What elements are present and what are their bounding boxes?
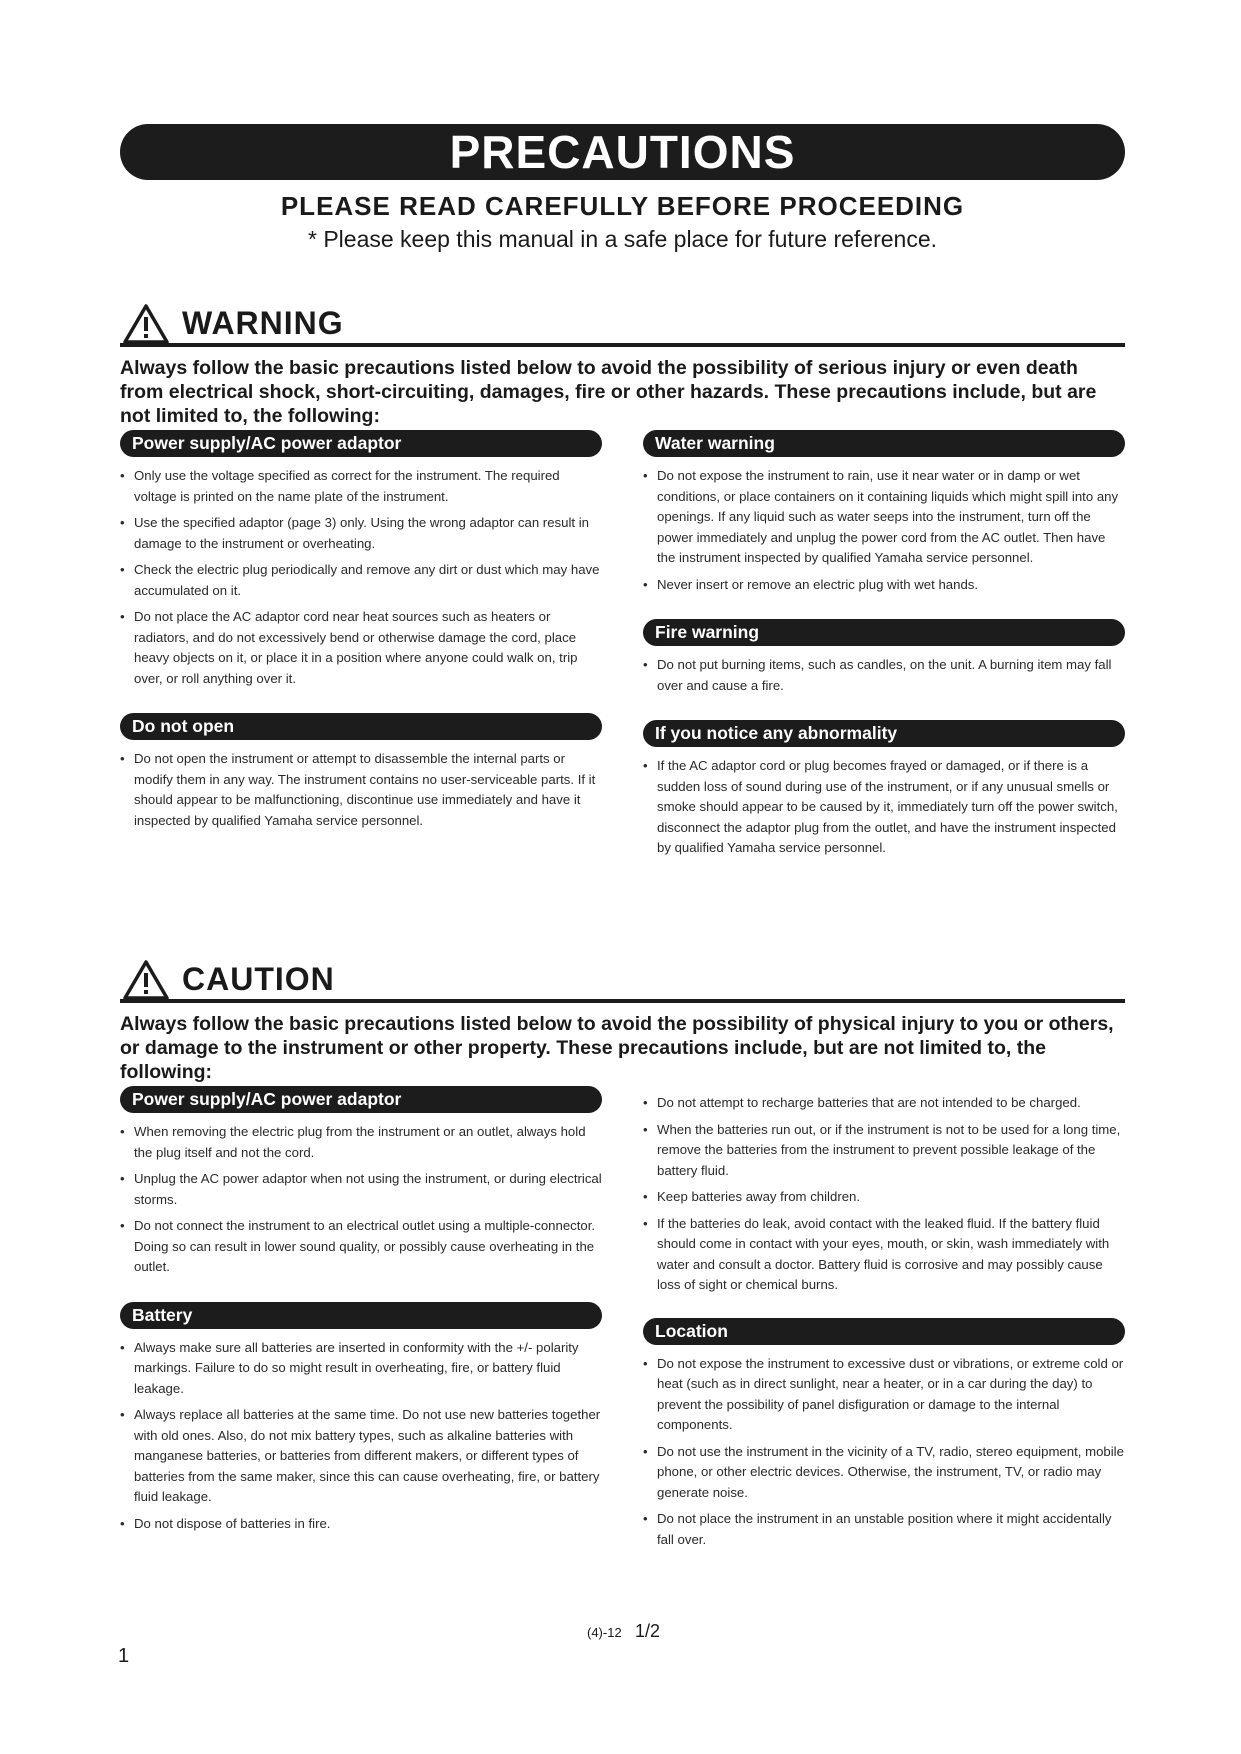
- group-power-supply-ac-power-adaptor: [120, 1086, 602, 1278]
- section-pill-heading: Water warning: [643, 430, 1125, 457]
- caution-right-column: [643, 1093, 1125, 1574]
- precaution-list: [643, 655, 1125, 696]
- warning-title: WARNING: [182, 305, 344, 341]
- precaution-list: [120, 749, 602, 831]
- precaution-item: • When removing the electric plug from the instrument or an outlet, always hold the plug itself and not the cord.: [120, 1122, 602, 1163]
- section-pill-heading: Fire warning: [643, 619, 1125, 646]
- precaution-item: • Always replace all batteries at the same time. Do not use new batteries together with old ones. Also, do not mix battery types, such as alkaline batteries with manganese batteries, or batteries from different makers, or different types of batteries from the same maker, since this can cause overheating, fire, or battery fluid leakage.: [120, 1405, 602, 1508]
- precaution-item: • Do not expose the instrument to rain, use it near water or in damp or wet conditions, or place containers on it containing liquids which might spill into any openings. If any liquid such as water seeps into the instrument, turn off the power immediately and unplug the power cord from the AC outlet. Then have the instrument inspected by qualified Yamaha service personnel.: [643, 466, 1125, 569]
- section-pill-heading: Power supply/AC power adaptor: [120, 1086, 602, 1113]
- precaution-item: • If the batteries do leak, avoid contact with the leaked fluid. If the battery fluid should come in contact with your eyes, mouth, or skin, wash immediately with water and consult a doctor. Battery fluid is corrosive and may possibly cause loss of sight or chemical burns.: [643, 1214, 1125, 1296]
- section-pill-heading: If you notice any abnormality: [643, 720, 1125, 747]
- precaution-item: • Use the specified adaptor (page 3) only. Using the wrong adaptor can result in damage to the instrument or overheating.: [120, 513, 602, 554]
- group-power-supply-ac-power-adaptor: [120, 430, 602, 689]
- precaution-item: • Do not connect the instrument to an electrical outlet using a multiple-connector. Doing so can result in lower sound quality, or possibly cause overheating in the outlet.: [120, 1216, 602, 1278]
- precaution-item: • Check the electric plug periodically and remove any dirt or dust which may have accumulated on it.: [120, 560, 602, 601]
- precaution-item: • Do not attempt to recharge batteries that are not intended to be charged.: [643, 1093, 1125, 1114]
- precaution-item: • Do not open the instrument or attempt to disassemble the internal parts or modify them in any way. The instrument contains no user-serviceable parts. If it should appear to be malfunctioning, discontinue use immediately and have it inspected by qualified Yamaha service personnel.: [120, 749, 602, 831]
- caution-title: CAUTION: [182, 961, 335, 997]
- caution-left-column: [120, 1086, 602, 1558]
- group-location: [643, 1318, 1125, 1551]
- section-pill-heading: Location: [643, 1318, 1125, 1345]
- group-battery: [120, 1302, 602, 1535]
- group-if-you-notice-any-abnormality: [643, 720, 1125, 859]
- keep-manual-note: * Please keep this manual in a safe place for future reference.: [307, 226, 938, 252]
- caution-intro: Always follow the basic precautions listed below to avoid the possibility of physical injury to you or others, or damage to the instrument or other property. These precautions include, but are not limited to, the following:: [120, 1013, 1114, 1083]
- battery-continued-list: [643, 1093, 1125, 1296]
- section-pill-heading: Battery: [120, 1302, 602, 1329]
- precaution-item: • Do not place the AC adaptor cord near heat sources such as heaters or radiators, and do not excessively bend or otherwise damage the cord, place heavy objects on it, or place it in a position where anyone could walk on, trip over, or roll anything over it.: [120, 607, 602, 689]
- warning-triangle-icon: [122, 303, 170, 345]
- precaution-item: • Never insert or remove an electric plug with wet hands.: [643, 575, 1125, 596]
- precaution-item: • Do not dispose of batteries in fire.: [120, 1514, 602, 1535]
- warning-intro: Always follow the basic precautions listed below to avoid the possibility of serious injury or even death from electrical shock, short-circuiting, damages, fire or other hazards. These precautions include, but are not limited to, the following:: [120, 357, 1097, 427]
- precaution-list: [643, 756, 1125, 859]
- page-number: 1: [118, 1645, 130, 1667]
- warning-triangle-icon: [122, 959, 170, 1001]
- warning-left-column: [120, 430, 602, 855]
- caution-heading: [120, 959, 1125, 1003]
- precaution-item: • Only use the voltage specified as correct for the instrument. The required voltage is printed on the name plate of the instrument.: [120, 466, 602, 507]
- precaution-item: • Always make sure all batteries are inserted in conformity with the +/- polarity markings. Failure to do so might result in overheating, fire, or battery fluid leakage.: [120, 1338, 602, 1400]
- precaution-item: • If the AC adaptor cord or plug becomes frayed or damaged, or if there is a sudden loss of sound during use of the instrument, or if any unusual smells or smoke should appear to be caused by it, immediately turn off the power switch, disconnect the adaptor plug from the outlet, and have the instrument inspected by qualified Yamaha service personnel.: [643, 756, 1125, 859]
- group-do-not-open: [120, 713, 602, 831]
- warning-right-column: [643, 430, 1125, 883]
- section-pill-heading: Power supply/AC power adaptor: [120, 430, 602, 457]
- precaution-list: [120, 466, 602, 689]
- precaution-item: • Do not expose the instrument to excessive dust or vibrations, or extreme cold or heat (such as in direct sunlight, near a heater, or in a car during the day) to prevent the possibility of panel disfiguration or damage to the internal components.: [643, 1354, 1125, 1436]
- page-title-banner: PRECAUTIONS: [120, 124, 1125, 180]
- precaution-item: • Do not use the instrument in the vicinity of a TV, radio, stereo equipment, mobile phone, or other electric devices. Otherwise, the instrument, TV, or radio may generate noise.: [643, 1442, 1125, 1504]
- group-fire-warning: [643, 619, 1125, 696]
- precaution-item: • Unplug the AC power adaptor when not using the instrument, or during electrical storms.: [120, 1169, 602, 1210]
- precaution-item: • Keep batteries away from children.: [643, 1187, 1125, 1208]
- sheet-fraction: 1/2: [635, 1621, 661, 1641]
- precaution-item: • Do not place the instrument in an unstable position where it might accidentally fall over.: [643, 1509, 1125, 1550]
- precaution-list: [643, 466, 1125, 595]
- document-code: (4)-12: [587, 1625, 622, 1640]
- precaution-list: [120, 1122, 602, 1278]
- group-water-warning: [643, 430, 1125, 595]
- section-pill-heading: Do not open: [120, 713, 602, 740]
- precaution-list: [643, 1354, 1125, 1551]
- precaution-list: [120, 1338, 602, 1535]
- precaution-item: • Do not put burning items, such as candles, on the unit. A burning item may fall over and cause a fire.: [643, 655, 1125, 696]
- page-subtitle: PLEASE READ CAREFULLY BEFORE PROCEEDING: [280, 191, 965, 221]
- precaution-item: • When the batteries run out, or if the instrument is not to be used for a long time, remove the batteries from the instrument to prevent possible leakage of the battery fluid.: [643, 1120, 1125, 1182]
- warning-heading: [120, 303, 1125, 347]
